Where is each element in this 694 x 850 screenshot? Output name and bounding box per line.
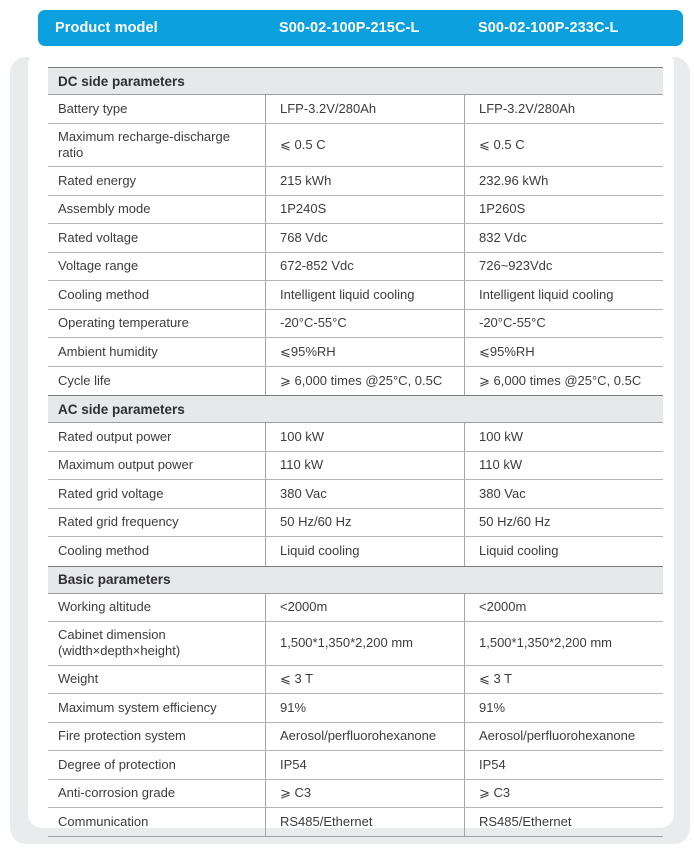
table-section	[48, 395, 663, 566]
table-row	[48, 808, 663, 837]
spec-value: 91%	[265, 694, 464, 722]
spec-value: 91%	[464, 694, 663, 722]
table-row	[48, 196, 663, 225]
table-row	[48, 537, 663, 566]
spec-value: 380 Vac	[464, 480, 663, 508]
spec-value: LFP-3.2V/280Ah	[265, 95, 464, 123]
column-header-model-1: S00-02-100P-215C-L	[279, 20, 420, 36]
table-row	[48, 167, 663, 196]
spec-label: Degree of protection	[58, 756, 176, 772]
spec-value: Aerosol/perfluorohexanone	[265, 723, 464, 751]
table-row	[48, 509, 663, 538]
spec-value: 726~923Vdc	[464, 253, 663, 281]
spec-value: 832 Vdc	[464, 224, 663, 252]
table-row	[48, 751, 663, 780]
product-model-label: Product model	[55, 20, 158, 36]
spec-label: Voltage range	[58, 258, 139, 274]
spec-label-line2: (width×depth×height)	[58, 643, 181, 659]
spec-value: <2000m	[265, 594, 464, 622]
spec-value: ⩾ C3	[464, 780, 663, 808]
spec-value: ⩽ 3 T	[464, 666, 663, 694]
spec-value: 100 kW	[265, 423, 464, 451]
table-row	[48, 253, 663, 282]
spec-label: Rated voltage	[58, 229, 139, 245]
table-row	[48, 338, 663, 367]
spec-label: Maximum system efficiency	[58, 699, 217, 715]
spec-value: ⩽95%RH	[464, 338, 663, 366]
spec-value: RS485/Ethernet	[464, 808, 663, 836]
spec-label: Maximum output power	[58, 457, 194, 473]
spec-value: ⩾ 6,000 times @25°C, 0.5C	[265, 367, 464, 396]
spec-value: Intelligent liquid cooling	[464, 281, 663, 309]
spec-value: IP54	[464, 751, 663, 779]
spec-label: Weight	[58, 671, 99, 687]
spec-value: 215 kWh	[265, 167, 464, 195]
spec-value: 110 kW	[265, 452, 464, 480]
table-row	[48, 95, 663, 124]
spec-value: 232.96 kWh	[464, 167, 663, 195]
spec-value: 1,500*1,350*2,200 mm	[265, 622, 464, 665]
table-row	[48, 367, 663, 396]
spec-value: -20°C-55°C	[464, 310, 663, 338]
table-row	[48, 124, 663, 168]
spec-card	[28, 50, 674, 828]
spec-label: Ambient humidity	[58, 343, 158, 359]
spec-label: Rated energy	[58, 172, 137, 188]
spec-label: Assembly mode	[58, 201, 151, 217]
spec-value: ⩾ 6,000 times @25°C, 0.5C	[464, 367, 663, 396]
spec-value: 1P260S	[464, 196, 663, 224]
spec-value: 110 kW	[464, 452, 663, 480]
spec-table	[48, 67, 663, 837]
spec-label: Maximum recharge-discharge ratio	[58, 128, 230, 160]
table-row	[48, 723, 663, 752]
spec-label: Rated grid frequency	[58, 514, 179, 530]
spec-value: 50 Hz/60 Hz	[265, 509, 464, 537]
spec-label: Cooling method	[58, 286, 150, 302]
table-row	[48, 224, 663, 253]
spec-value: Aerosol/perfluorohexanone	[464, 723, 663, 751]
section-title: AC side parameters	[48, 395, 663, 423]
spec-value: 1,500*1,350*2,200 mm	[464, 622, 663, 665]
spec-value: IP54	[265, 751, 464, 779]
table-row	[48, 666, 663, 695]
column-header-model-2: S00-02-100P-233C-L	[478, 20, 619, 36]
spec-value: 1P240S	[265, 196, 464, 224]
spec-value: LFP-3.2V/280Ah	[464, 95, 663, 123]
table-row	[48, 780, 663, 809]
table-section	[48, 566, 663, 837]
spec-label: Rated grid voltage	[58, 485, 164, 501]
spec-label: Communication	[58, 813, 149, 829]
table-row	[48, 310, 663, 339]
spec-value: 100 kW	[464, 423, 663, 451]
spec-label: Anti-corrosion grade	[58, 785, 176, 801]
spec-value: ⩽ 0.5 C	[464, 124, 663, 167]
spec-label: Cooling method	[58, 543, 150, 559]
spec-value: RS485/Ethernet	[265, 808, 464, 836]
spec-label: Battery type	[58, 100, 128, 116]
spec-value: ⩽95%RH	[265, 338, 464, 366]
table-row	[48, 423, 663, 452]
product-model-header-bar	[38, 10, 683, 46]
spec-value: 380 Vac	[265, 480, 464, 508]
spec-label: Working altitude	[58, 599, 151, 615]
spec-label: Fire protection system	[58, 728, 186, 744]
spec-value: 768 Vdc	[265, 224, 464, 252]
spec-label: Operating temperature	[58, 315, 189, 331]
section-title: Basic parameters	[48, 566, 663, 594]
spec-value: Intelligent liquid cooling	[265, 281, 464, 309]
spec-label: Cabinet dimension (width×depth×height)	[48, 622, 265, 665]
spec-value: Liquid cooling	[265, 537, 464, 566]
spec-value: <2000m	[464, 594, 663, 622]
table-section	[48, 67, 663, 395]
table-row	[48, 452, 663, 481]
spec-value: ⩽ 0.5 C	[265, 124, 464, 167]
table-row	[48, 594, 663, 623]
spec-label: Cycle life	[58, 372, 111, 388]
spec-value: 672-852 Vdc	[265, 253, 464, 281]
spec-value: Liquid cooling	[464, 537, 663, 566]
spec-value: -20°C-55°C	[265, 310, 464, 338]
spec-value: 50 Hz/60 Hz	[464, 509, 663, 537]
table-row	[48, 281, 663, 310]
spec-value: ⩽ 3 T	[265, 666, 464, 694]
spec-value: ⩾ C3	[265, 780, 464, 808]
spec-label: Rated output power	[58, 428, 172, 444]
table-row	[48, 694, 663, 723]
table-row	[48, 480, 663, 509]
table-row	[48, 622, 663, 666]
section-title: DC side parameters	[48, 67, 663, 95]
